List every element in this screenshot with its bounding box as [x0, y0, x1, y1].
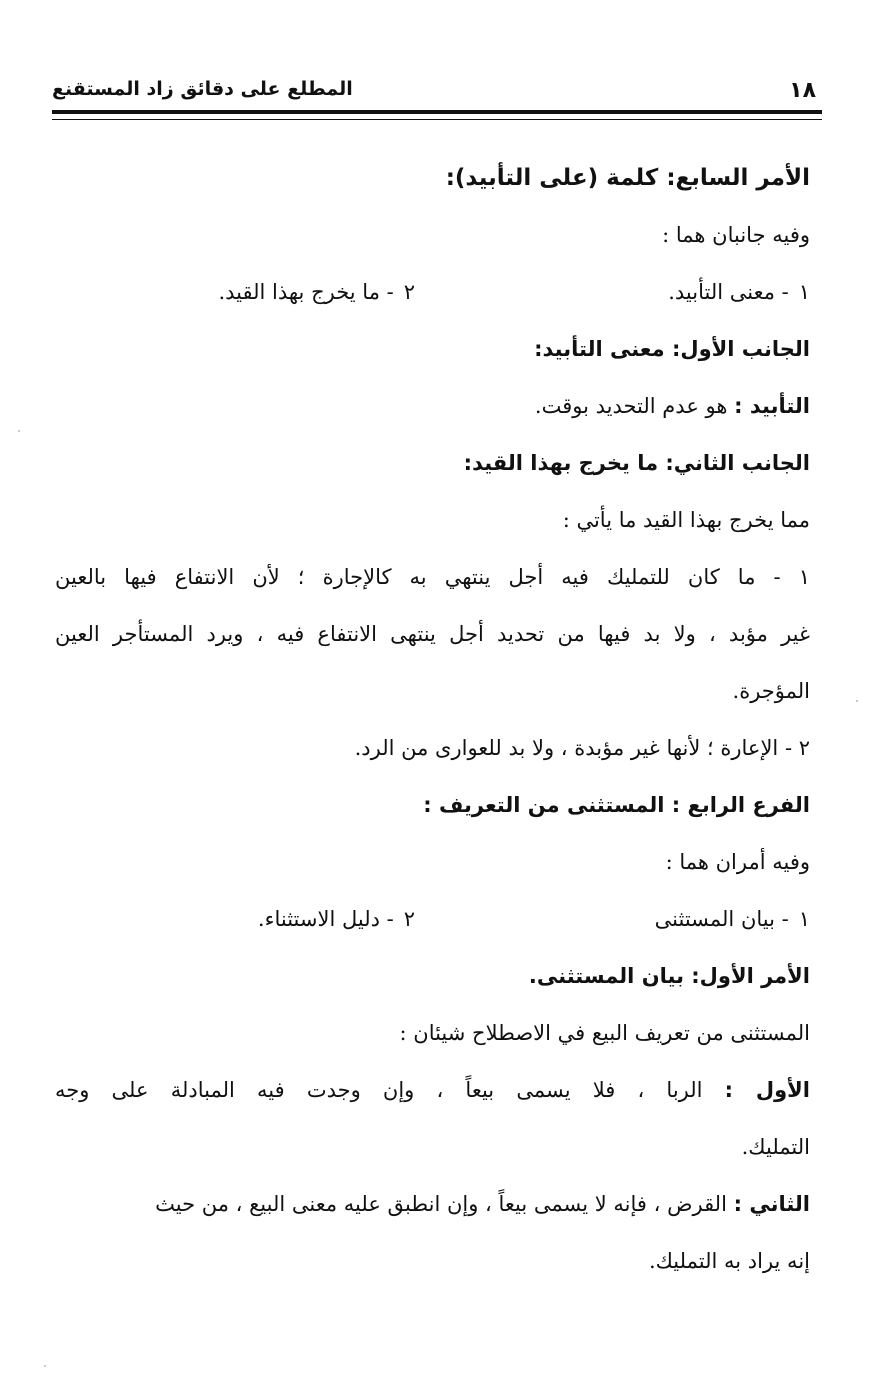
running-header: [52, 78, 822, 104]
list-item-1: [415, 264, 810, 321]
first-text: الربا ، فلا يسمى بيعاً ، وإن وجدت فيه المبادلة على وجه: [55, 1078, 703, 1102]
list-two-matters: [55, 891, 810, 948]
first-term: الأول :: [724, 1078, 810, 1102]
scan-speck: [18, 430, 20, 432]
heading-fourth-branch: الفرع الرابع : المستثنى من التعريف :: [423, 793, 810, 817]
paragraph-1-line-3: المؤجرة.: [732, 679, 810, 703]
list-item-number: ٢: [403, 907, 415, 931]
scan-speck: [44, 1365, 46, 1367]
list-two-sides: [55, 264, 810, 321]
paragraph-intro-4: المستثنى من تعريف البيع في الاصطلاح شيئان :: [399, 1021, 810, 1045]
paragraph-second-line-1: [55, 1176, 810, 1233]
definition-text: هو عدم التحديد بوقت.: [534, 394, 728, 418]
list-item-number: ١: [798, 907, 810, 931]
paragraph-2: ٢ - الإعارة ؛ لأنها غير مؤبدة ، ولا بد للعوارى من الرد.: [354, 736, 810, 760]
heading-side-1: الجانب الأول: معنى التأبيد:: [534, 337, 810, 361]
list-item-2: [258, 891, 415, 948]
list-item-text: - معنى التأبيد.: [668, 280, 789, 304]
book-title: المطلع على دقائق زاد المستقنع: [52, 78, 353, 100]
scan-speck: [856, 700, 858, 702]
list-item-text: - دليل الاستثناء.: [257, 907, 394, 931]
paragraph-intro-3: وفيه أمران هما :: [665, 850, 810, 874]
paragraph-definition: [55, 378, 810, 435]
list-item-text: - ما يخرج بهذا القيد.: [218, 280, 394, 304]
heading-first-matter: الأمر الأول: بيان المستثنى.: [528, 964, 810, 988]
list-item-text: - بيان المستثنى: [654, 907, 789, 931]
list-item-2: [218, 264, 415, 321]
paragraph-1-line-1: ١ - ما كان للتمليك فيه أجل ينتهي به كالإجارة ؛ لأن الانتفاع فيها بالعين: [55, 565, 810, 589]
header-rule-thick: [52, 110, 822, 114]
header-rule-thin: [52, 119, 822, 120]
second-text: القرض ، فإنه لا يسمى بيعاً ، وإن انطبق عليه معنى البيع ، من حيث: [155, 1192, 727, 1216]
page-body: [55, 150, 810, 1290]
paragraph-intro-2: مما يخرج بهذا القيد ما يأتي :: [562, 508, 810, 532]
list-item-1: [415, 891, 810, 948]
heading-side-2: الجانب الثاني: ما يخرج بهذا القيد:: [463, 451, 810, 475]
definition-term: التأبيد :: [734, 394, 810, 418]
paragraph-1-line-2: غير مؤبد ، ولا بد فيها من تحديد أجل ينتهى الانتفاع فيه ، ويرد المستأجر العين: [55, 622, 810, 646]
paragraph-first-line-2: التمليك.: [741, 1135, 810, 1159]
paragraph-second-line-2: إنه يراد به التمليك.: [648, 1249, 810, 1273]
list-item-number: ١: [798, 280, 810, 304]
paragraph-first-line-1: [55, 1062, 810, 1119]
heading-seventh-matter: الأمر السابع: كلمة (على التأبيد):: [445, 165, 810, 191]
paragraph-intro-1: وفيه جانبان هما :: [662, 223, 810, 247]
page-number: ١٨: [789, 78, 816, 103]
second-term: الثاني :: [733, 1192, 810, 1216]
list-item-number: ٢: [403, 280, 415, 304]
